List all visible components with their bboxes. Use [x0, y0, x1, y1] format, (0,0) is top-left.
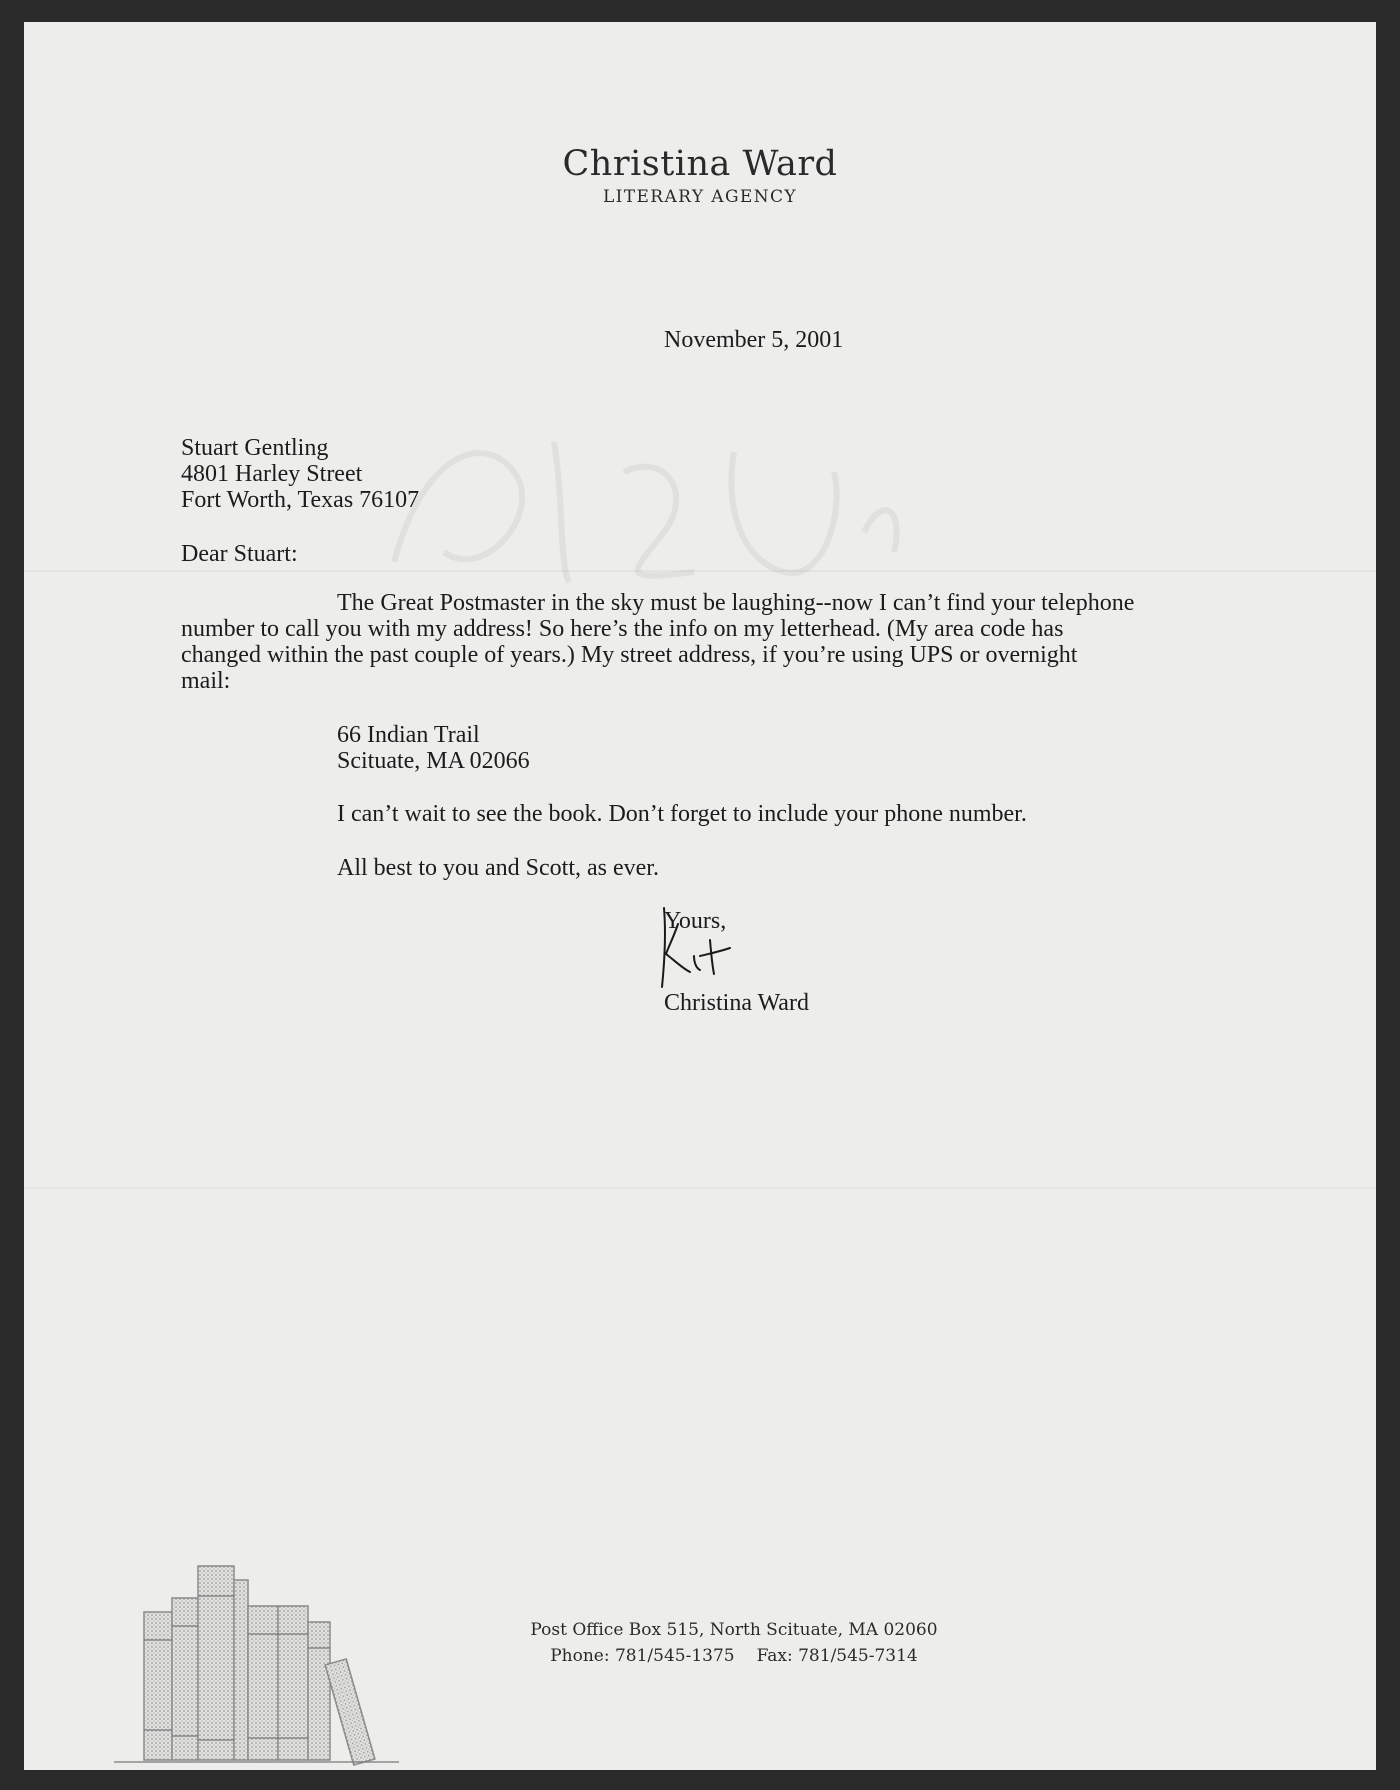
footer-po-box: Post Office Box 515, North Scituate, MA 02060: [530, 1620, 938, 1640]
letter-page: [24, 22, 1376, 1770]
street-address-line1: 66 Indian Trail: [337, 722, 480, 748]
signer-name: Christina Ward: [664, 990, 809, 1016]
recipient-street: 4801 Harley Street: [181, 461, 363, 487]
salutation: Dear Stuart:: [181, 541, 298, 567]
body-line: mail:: [181, 668, 231, 694]
body-line: number to call you with my address! So here’s the info on my letterhead. (My area code has: [181, 616, 1064, 642]
footer-fax: Fax: 781/545-7314: [756, 1646, 918, 1666]
body-paragraph: [181, 590, 1241, 694]
closing-paragraph: All best to you and Scott, as ever.: [337, 855, 659, 881]
letter-date: November 5, 2001: [664, 327, 844, 353]
letterhead-name: Christina Ward: [562, 144, 838, 184]
books-illustration: [99, 1530, 419, 1770]
body-line: The Great Postmaster in the sky must be laughing--now I can’t find your telephone: [337, 590, 1135, 616]
valediction: Yours,: [664, 908, 727, 934]
recipient-name: Stuart Gentling: [181, 435, 329, 461]
fold-line: [24, 1187, 1376, 1189]
footer-contact: [474, 1646, 994, 1666]
body-line: changed within the past couple of years.) My street address, if you’re using UPS or overnight: [181, 642, 1078, 668]
closing-paragraph: I can’t wait to see the book. Don’t forget to include your phone number.: [337, 801, 1027, 827]
street-address-line2: Scituate, MA 02066: [337, 748, 530, 774]
watermark-script: [364, 412, 924, 612]
signature: [656, 902, 736, 1002]
recipient-city: Fort Worth, Texas 76107: [181, 487, 420, 513]
footer-phone: Phone: 781/545-1375: [550, 1646, 735, 1666]
letterhead-subtitle: LITERARY AGENCY: [602, 187, 798, 207]
